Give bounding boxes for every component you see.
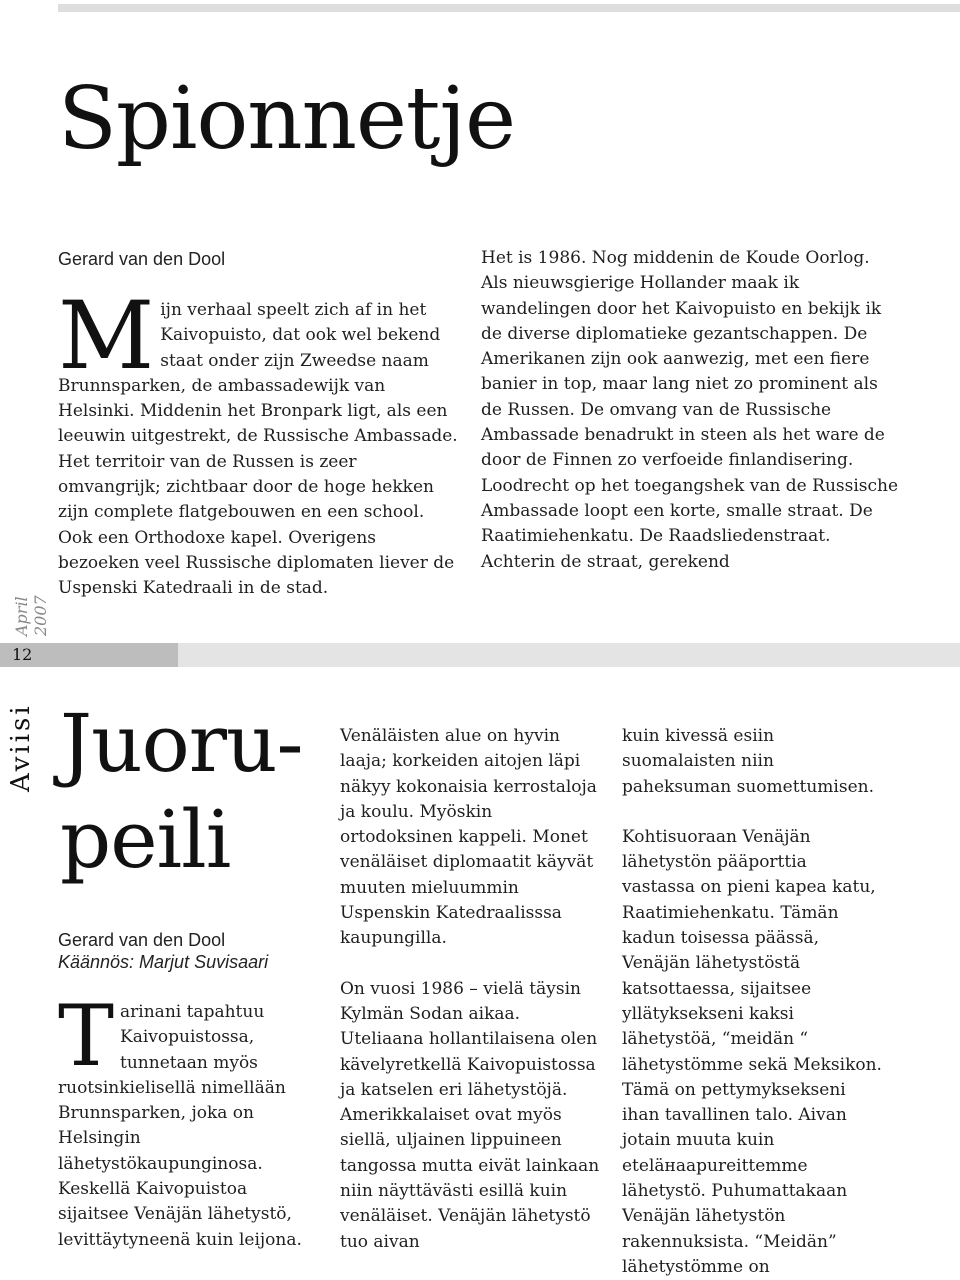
- finnish-paragraph-1: [58, 987, 303, 1253]
- paragraph-gap: [622, 800, 882, 825]
- drop-cap: T: [58, 987, 115, 1085]
- paragraph-gap: [340, 952, 605, 977]
- magazine-name: Aviisi: [6, 703, 36, 792]
- dutch-paragraph-1: [58, 282, 458, 602]
- finnish-col1-text: arinani tapahtuu Kaivopuistossa, tunnetaan myös ruotsinkielisellä nimellään Brunnsparken, joka on Helsingin lähetystökaupunginosa. Keskellä Kaivopuistoa sijaitsee Venäjän lähetystö, levittäytyneenä kuin leijona.: [58, 1002, 302, 1250]
- dutch-paragraph-2: Het is 1986. Nog middenin de Koude Oorlog. Als nieuwsgierige Hollander maak ik wandelingen door het Kaivopuisto en bekijk ik de diverse diplomatieke gezantschappen. De Amerikanen zijn ook aanwezig, met een fiere banier in top, maar lang niet zo prominent als de Russen. De omvang van de Russische Ambassade benadrukt in steen als het ware de door de Finnen zo verfoeide finlandisering. Loodrecht op het toegangshek van de Russische Ambassade loopt een korte, smalle straat. De Raatimiehenkatu. De Raadsliedenstraat. Achterin de straat, gerekend: [481, 248, 899, 572]
- top-rule: [58, 4, 960, 12]
- article-title: Spionnetje: [58, 69, 516, 169]
- finnish-column-1: [58, 987, 303, 1253]
- dutch-left-text: ijn verhaal speelt zich af in het Kaivopuisto, dat ook wel bekend staat onder zijn Zweedse naam Brunnsparken, de ambassadewijk van Helsinki. Middenin het Bronpark ligt, als een leeuwin uitgestrekt, de Russische Ambassade. Het territoir van de Russen is zeer omvangrijk; zichtbaar door de hoge hekken zijn complete flatgebouwen en een school. Ook een Orthodoxe kapel. Overigens bezoeken veel Russische diplomaten liever de Uspenski Katedraali in de stad.: [58, 300, 458, 599]
- finnish-author: Gerard van den Dool: [58, 930, 226, 950]
- dutch-column-left: [58, 282, 458, 602]
- finnish-title-line-2: peili: [60, 793, 231, 886]
- dutch-column-right: [481, 246, 901, 575]
- page-number: 12: [12, 645, 33, 664]
- finnish-paragraph-2: Venäläisten alue on hyvin laaja; korkeiden aitojen läpi näkyy kokonaisia kerrostaloja ja koulu. Myöskin ortodoksinen kappeli. Monet venäläiset diplomaatit käyvät muuten mieluummin Uspenskin Katedraalisssa kaupungilla.: [340, 726, 597, 949]
- finnish-column-2: [340, 724, 605, 1255]
- finnish-column-3: [622, 724, 882, 1280]
- finnish-paragraph-4: kuin kivessä esiin suomalaisten niin paheksuman suomettumisen.: [622, 726, 875, 797]
- drop-cap: M: [58, 282, 155, 391]
- issue-date: April 2007: [12, 595, 50, 636]
- author-name: Gerard van den Dool: [58, 249, 226, 269]
- finnish-title-line-1: Juoru-: [60, 697, 303, 790]
- finnish-paragraph-3: On vuosi 1986 – vielä täysin Kylmän Sodan aikaa. Uteliaana hollantilaisena olen kävelyretkellä Kaivopuistossa ja katselen eri lähetystöjä. Amerikkalaiset ovat myös siellä, uljainen lippuineen tangossa mutta eivät lainkaan niin näyttävästi esillä kuin venäläiset. Venäjän lähetystö tuo aivan: [340, 978, 600, 1252]
- finnish-paragraph-5: Kohtisuoraan Venäjän lähetystön pääporttia vastassa on pieni kapea katu, Raatimiehenkatu. Tämän kadun toisessa päässä, Venäjän lähetystöstä katsottaessa, sijaitsee yllätyksekseni kaksi lähetystöä, “meidän “ lähetystömme sekä Meksikon. Tämä on pettymyksekseni ihan tavallinen talo. Aivan jotain muuta kuin eteläнаapureittemme lähetystö. Puhumattakaan Venäjän lähetystön rakennuksista. “Meidän” lähetystömme on: [622, 826, 882, 1277]
- translator-credit: Käännös: Marjut Suvisaari: [58, 952, 269, 972]
- finnish-title: [60, 696, 350, 888]
